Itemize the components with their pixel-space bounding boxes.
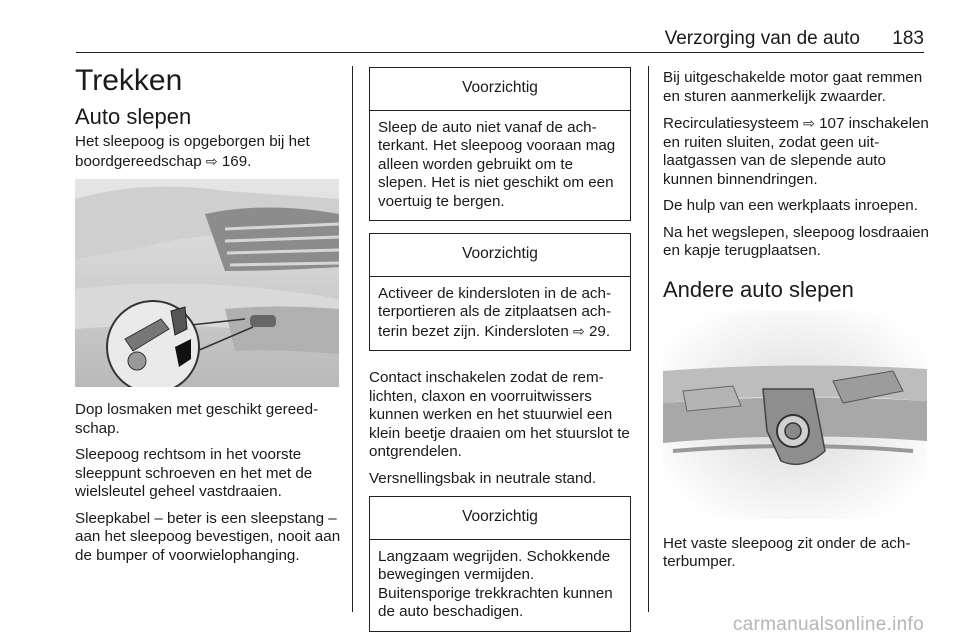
page-reference-icon[interactable]: ⇨ (205, 152, 218, 169)
caution-title: Voorzichtig (370, 68, 630, 111)
subsection-heading: Andere auto slepen (663, 276, 854, 302)
paragraph: De hulp van een werkplaats inroepen. (663, 197, 918, 214)
column-divider-1 (352, 66, 353, 612)
running-header-title: Verzorging van de auto (664, 28, 860, 49)
column-2 (369, 67, 631, 644)
caution-box (369, 496, 631, 632)
caution-box (369, 233, 631, 351)
subsection-heading: Auto slepen (75, 104, 192, 129)
towing-eye-rear-illustration (663, 311, 927, 519)
watermark: carmanualsonline.info (732, 614, 924, 635)
caution-text: Sleep de auto niet vanaf de achterkant. Het sleepoog vooraan mag alleen worden gebruikt om te slepen. Het is niet geschikt om een voertuig te bergen. (378, 118, 616, 210)
section-heading: Trekken (75, 64, 183, 97)
paragraph: Contact inschakelen zodat de remlichten, claxon en voorruitwissers kunnen werken en het stuurwiel een klein beetje draaien om het stuurslot te ontgrendelen. (369, 369, 630, 460)
towing-eye-front-illustration (75, 179, 339, 387)
paragraph: Na het wegslepen, sleepoog losdraaien en kapje terugplaatsen. (663, 223, 929, 259)
paragraph: Versnellingsbak in neutrale stand. (369, 469, 597, 487)
caution-title: Voorzichtig (370, 497, 630, 540)
caution-title: Voorzichtig (370, 234, 630, 277)
column-divider-2 (648, 66, 649, 612)
page-reference-icon[interactable]: ⇨ (573, 322, 585, 339)
column-1 (75, 64, 343, 573)
intro-paragraph: Het sleepoog is opgeborgen bij het boordgereedschap ⇨ 169. (75, 133, 310, 170)
column-3 (663, 69, 931, 580)
paragraph: Bij uitgeschakelde motor gaat remmen en sturen aanmerkelijk zwaarder. (663, 69, 923, 105)
page-reference-icon[interactable]: ⇨ (803, 115, 815, 131)
paragraph: Dop losmaken met geschikt gereedschap. (75, 401, 319, 437)
caution-text: Activeer de kindersloten in de achterportieren als de zitplaatsen achterin bezet zijn. Kindersloten ⇨ 29. (378, 284, 612, 340)
paragraph: Recirculatiesysteem ⇨ 107 inschakelen en ruiten sluiten, zodat geen uitlaatgassen van de slepende auto kunnen binnendringen. (663, 115, 929, 188)
paragraph: Sleepoog rechtsom in het voorste sleeppunt schroeven en het met de wielsleutel geheel vastdraaien. (75, 446, 313, 500)
paragraph: Het vaste sleepoog zit onder de achterbumper. (663, 534, 911, 570)
paragraph: Sleepkabel – beter is een sleepstang – aan het sleepoog bevestigen, nooit aan de bumper of voorwielophanging. (75, 509, 341, 564)
caution-box (369, 67, 631, 221)
caution-text: Langzaam wegrijden. Schokkende bewegingen vermijden. Buitensporige trekkrachten kunnen de auto beschadigen. (378, 547, 613, 620)
page-number: 183 (892, 28, 924, 49)
header-rule (76, 52, 924, 53)
